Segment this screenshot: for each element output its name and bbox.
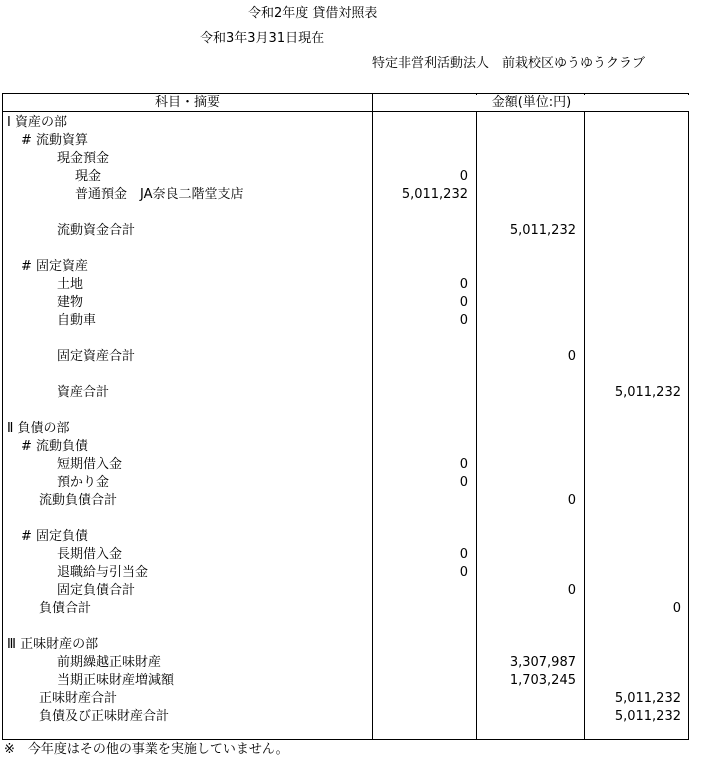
table-row bbox=[3, 492, 688, 510]
amount-c1: 5,011,232 bbox=[401, 187, 468, 202]
document-title: 令和2年度 貸借対照表 bbox=[248, 6, 378, 21]
as-of-date: 令和3年3月31日現在 bbox=[200, 31, 325, 46]
table-row bbox=[3, 600, 688, 618]
row-label: 建物 bbox=[57, 295, 84, 310]
table-row bbox=[3, 294, 688, 312]
table-row bbox=[3, 690, 688, 708]
amount-c2: 0 bbox=[567, 493, 576, 508]
amount-c2: 1,703,245 bbox=[509, 673, 576, 688]
amount-c1: 0 bbox=[459, 457, 468, 472]
table-row bbox=[3, 654, 688, 672]
row-label: # 固定資産 bbox=[21, 259, 89, 274]
row-label: 前期繰越正味財産 bbox=[57, 655, 162, 670]
table-row bbox=[3, 276, 688, 294]
amount-c3: 5,011,232 bbox=[614, 709, 681, 724]
amount-c2: 3,307,987 bbox=[509, 655, 576, 670]
amount-c1: 0 bbox=[459, 547, 468, 562]
row-label: 預かり金 bbox=[57, 475, 110, 490]
table-row bbox=[3, 312, 688, 330]
row-label: 流動負債合計 bbox=[39, 493, 118, 508]
amount-c3: 5,011,232 bbox=[614, 385, 681, 400]
table-row bbox=[3, 564, 688, 582]
table-row bbox=[3, 258, 688, 276]
table-row bbox=[3, 420, 688, 438]
table-row bbox=[3, 330, 688, 348]
row-label: 固定負債合計 bbox=[57, 583, 136, 598]
amount-c1: 0 bbox=[459, 565, 468, 580]
table-row bbox=[3, 114, 688, 132]
amount-c1: 0 bbox=[459, 295, 468, 310]
row-label: 正味財産合計 bbox=[39, 691, 118, 706]
table-row bbox=[3, 132, 688, 150]
table-row bbox=[3, 528, 688, 546]
table-row bbox=[3, 582, 688, 600]
row-label: 短期借入金 bbox=[57, 457, 123, 472]
table-row bbox=[3, 708, 688, 726]
amount-c1: 0 bbox=[459, 277, 468, 292]
table-row bbox=[3, 240, 688, 258]
table-row bbox=[3, 618, 688, 636]
row-label: 現金預金 bbox=[57, 151, 110, 166]
table-row bbox=[3, 168, 688, 186]
row-label: 長期借入金 bbox=[57, 547, 123, 562]
table-row bbox=[3, 438, 688, 456]
table-row bbox=[3, 186, 688, 204]
row-label: 普通預金 JA奈良二階堂支店 bbox=[75, 187, 244, 202]
column-header-subject: 科目・摘要 bbox=[154, 95, 220, 110]
row-label: 自動車 bbox=[57, 313, 97, 328]
table-row bbox=[3, 366, 688, 384]
amount-c1: 0 bbox=[459, 313, 468, 328]
amount-c3: 0 bbox=[672, 601, 681, 616]
row-label: # 固定負債 bbox=[21, 529, 89, 544]
column-header-amount: 金額(単位:円) bbox=[373, 95, 690, 111]
table-row bbox=[3, 474, 688, 492]
table-row bbox=[3, 510, 688, 528]
row-label: Ⅲ 正味財産の部 bbox=[7, 637, 99, 652]
table-row bbox=[3, 636, 688, 654]
table-row bbox=[3, 546, 688, 564]
amount-c2: 0 bbox=[567, 349, 576, 364]
organization-name: 特定非営利活動法人 前栽校区ゆうゆうクラブ bbox=[372, 56, 646, 71]
amount-c1: 0 bbox=[459, 475, 468, 490]
header-divider bbox=[3, 111, 688, 112]
row-label: 退職給与引当金 bbox=[57, 565, 149, 580]
row-label: # 流動資算 bbox=[21, 133, 89, 148]
row-label: Ⅰ 資産の部 bbox=[7, 115, 67, 130]
table-row bbox=[3, 456, 688, 474]
amount-c1: 0 bbox=[459, 169, 468, 184]
row-label: 固定資産合計 bbox=[57, 349, 136, 364]
row-label: 現金 bbox=[75, 169, 102, 184]
row-label: 当期正味財産増減額 bbox=[57, 673, 175, 688]
table-row bbox=[3, 384, 688, 402]
amount-c2: 5,011,232 bbox=[509, 223, 576, 238]
amount-c3: 5,011,232 bbox=[614, 691, 681, 706]
footnote: ※ 今年度はその他の事業を実施していません。 bbox=[4, 742, 289, 757]
row-label: 資産合計 bbox=[57, 385, 110, 400]
table-row bbox=[3, 150, 688, 168]
row-label: 負債合計 bbox=[39, 601, 92, 616]
table-row bbox=[3, 402, 688, 420]
table-row bbox=[3, 348, 688, 366]
amount-c2: 0 bbox=[567, 583, 576, 598]
row-label: 土地 bbox=[57, 277, 84, 292]
table-row bbox=[3, 672, 688, 690]
row-label: Ⅱ 負債の部 bbox=[7, 421, 70, 436]
row-label: 流動資金合計 bbox=[57, 223, 136, 238]
row-label: 負債及び正味財産合計 bbox=[39, 709, 170, 724]
table-row bbox=[3, 222, 688, 240]
balance-sheet-table bbox=[2, 93, 689, 740]
row-label: # 流動負債 bbox=[21, 439, 89, 454]
table-row bbox=[3, 204, 688, 222]
